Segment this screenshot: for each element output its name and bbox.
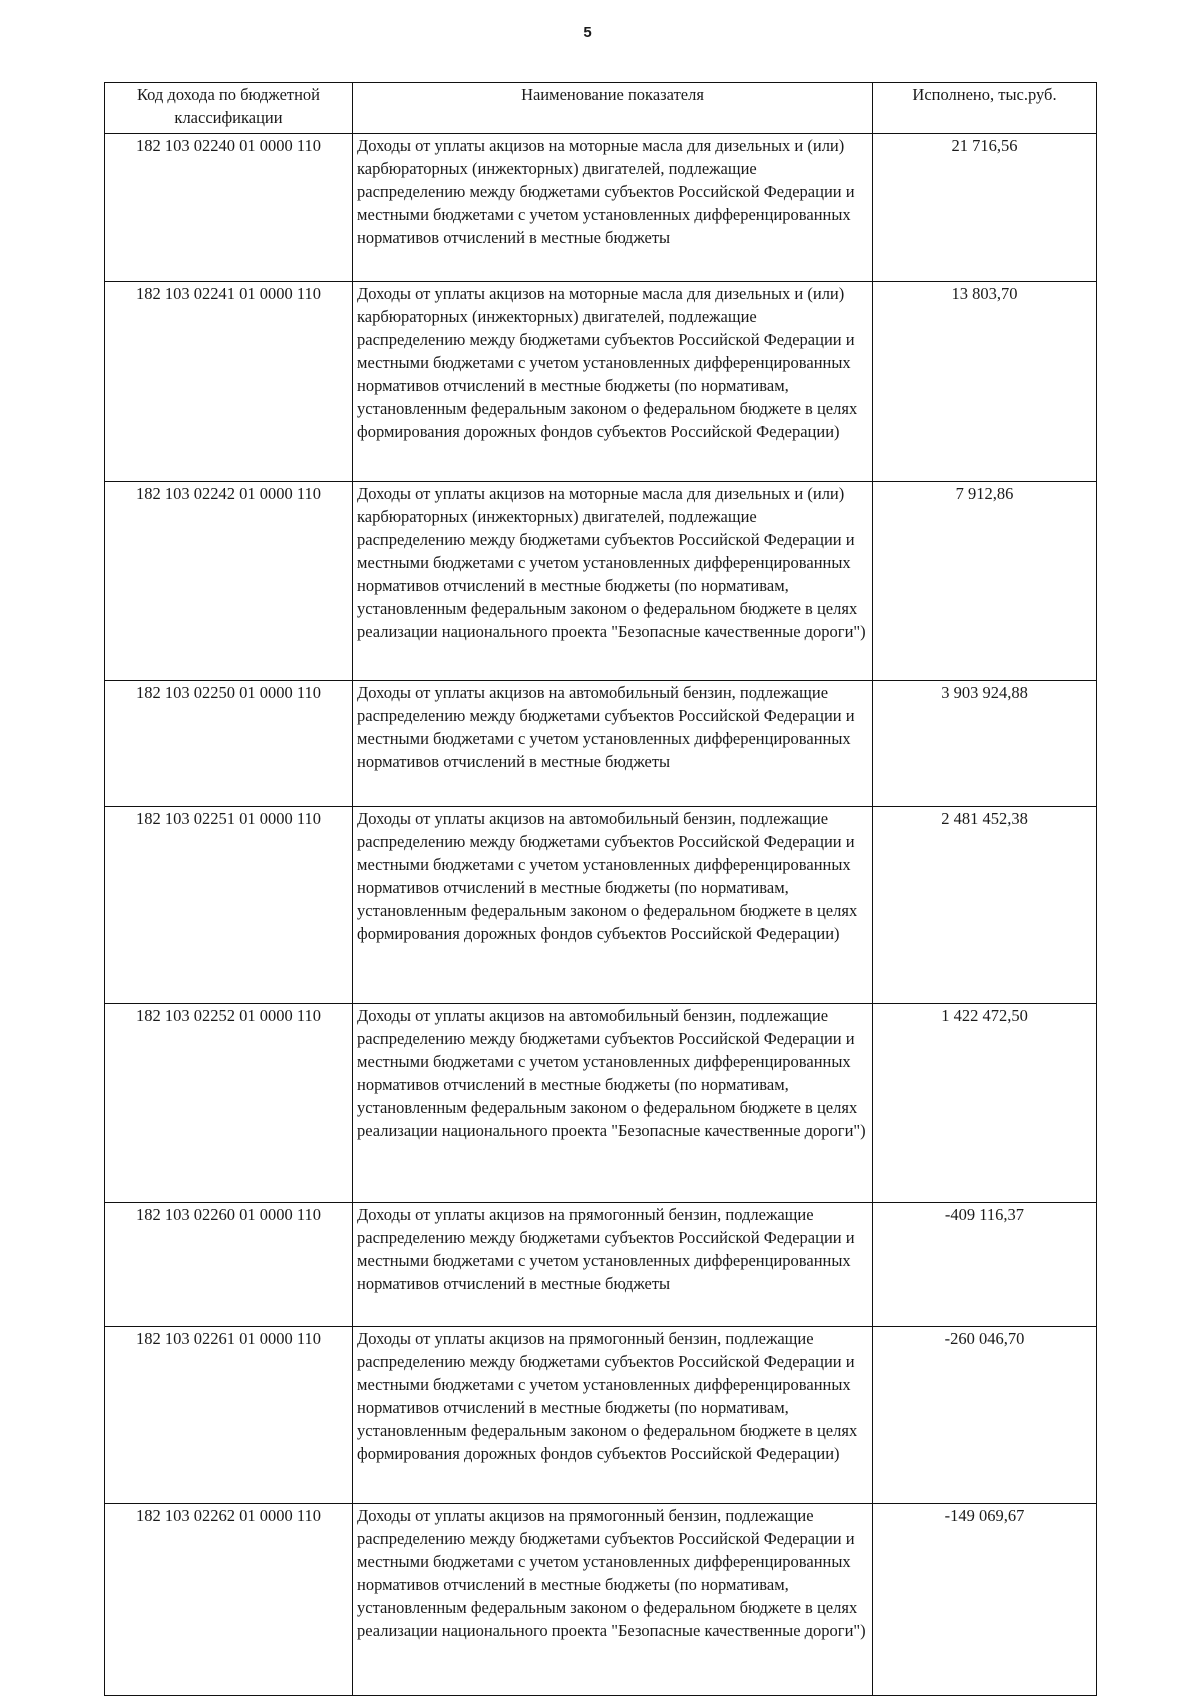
- revenue-code: 182 103 02261 01 0000 110: [105, 1327, 353, 1504]
- indicator-name: Доходы от уплаты акцизов на прямогонный бензин, подлежащие распределению между бюджетами субъектов Российской Федерации и местными бюджетами с учетом установленных дифференцированных нормативов отчислений в местные бюджеты (по нормативам, установленным федеральным законом о федеральном бюджете в целях реализации национального проекта "Безопасные качественные дороги"): [353, 1504, 873, 1696]
- table-row: [105, 482, 1097, 681]
- indicator-name: Доходы от уплаты акцизов на прямогонный бензин, подлежащие распределению между бюджетами субъектов Российской Федерации и местными бюджетами с учетом установленных дифференцированных нормативов отчислений в местные бюджеты: [353, 1203, 873, 1327]
- revenue-code: 182 103 02240 01 0000 110: [105, 134, 353, 282]
- table-header-row: [105, 83, 1097, 134]
- indicator-name: Доходы от уплаты акцизов на автомобильный бензин, подлежащие распределению между бюджетами субъектов Российской Федерации и местными бюджетами с учетом установленных дифференцированных нормативов отчислений в местные бюджеты (по нормативам, установленным федеральным законом о федеральном бюджете в целях реализации национального проекта "Безопасные качественные дороги"): [353, 1004, 873, 1203]
- indicator-name: Доходы от уплаты акцизов на прямогонный бензин, подлежащие распределению между бюджетами субъектов Российской Федерации и местными бюджетами с учетом установленных дифференцированных нормативов отчислений в местные бюджеты (по нормативам, установленным федеральным законом о федеральном бюджете в целях формирования дорожных фондов субъектов Российской Федерации): [353, 1327, 873, 1504]
- revenue-code: 182 103 02252 01 0000 110: [105, 1004, 353, 1203]
- executed-amount: -409 116,37: [873, 1203, 1097, 1327]
- table-row: [105, 1327, 1097, 1504]
- table-row: [105, 681, 1097, 807]
- indicator-name: Доходы от уплаты акцизов на моторные масла для дизельных и (или) карбюраторных (инжекторных) двигателей, подлежащие распределению между бюджетами субъектов Российской Федерации и местными бюджетами с учетом установленных дифференцированных нормативов отчислений в местные бюджеты (по нормативам, установленным федеральным законом о федеральном бюджете в целях формирования дорожных фондов субъектов Российской Федерации): [353, 282, 873, 482]
- indicator-name: Доходы от уплаты акцизов на автомобильный бензин, подлежащие распределению между бюджетами субъектов Российской Федерации и местными бюджетами с учетом установленных дифференцированных нормативов отчислений в местные бюджеты (по нормативам, установленным федеральным законом о федеральном бюджете в целях формирования дорожных фондов субъектов Российской Федерации): [353, 807, 873, 1004]
- table-row: [105, 1504, 1097, 1696]
- revenue-code: 182 103 02241 01 0000 110: [105, 282, 353, 482]
- table-row: [105, 1203, 1097, 1327]
- header-value: Исполнено, тыс.руб.: [873, 83, 1097, 134]
- table-row: [105, 282, 1097, 482]
- revenue-code: 182 103 02251 01 0000 110: [105, 807, 353, 1004]
- table-row: [105, 807, 1097, 1004]
- indicator-name: Доходы от уплаты акцизов на моторные масла для дизельных и (или) карбюраторных (инжекторных) двигателей, подлежащие распределению между бюджетами субъектов Российской Федерации и местными бюджетами с учетом установленных дифференцированных нормативов отчислений в местные бюджеты (по нормативам, установленным федеральным законом о федеральном бюджете в целях реализации национального проекта "Безопасные качественные дороги"): [353, 482, 873, 681]
- executed-amount: 2 481 452,38: [873, 807, 1097, 1004]
- executed-amount: 3 903 924,88: [873, 681, 1097, 807]
- indicator-name: Доходы от уплаты акцизов на моторные масла для дизельных и (или) карбюраторных (инжекторных) двигателей, подлежащие распределению между бюджетами субъектов Российской Федерации и местными бюджетами с учетом установленных дифференцированных нормативов отчислений в местные бюджеты: [353, 134, 873, 282]
- indicator-name: Доходы от уплаты акцизов на автомобильный бензин, подлежащие распределению между бюджетами субъектов Российской Федерации и местными бюджетами с учетом установленных дифференцированных нормативов отчислений в местные бюджеты: [353, 681, 873, 807]
- revenue-code: 182 103 02262 01 0000 110: [105, 1504, 353, 1696]
- revenue-code: 182 103 02260 01 0000 110: [105, 1203, 353, 1327]
- executed-amount: -260 046,70: [873, 1327, 1097, 1504]
- executed-amount: 1 422 472,50: [873, 1004, 1097, 1203]
- page-number: 5: [583, 24, 592, 41]
- header-code: Код дохода по бюджетной классификации: [105, 83, 353, 134]
- table-row: [105, 134, 1097, 282]
- header-name: Наименование показателя: [353, 83, 873, 134]
- executed-amount: 21 716,56: [873, 134, 1097, 282]
- revenue-code: 182 103 02250 01 0000 110: [105, 681, 353, 807]
- revenue-code: 182 103 02242 01 0000 110: [105, 482, 353, 681]
- revenue-table: [104, 82, 1097, 1696]
- executed-amount: -149 069,67: [873, 1504, 1097, 1696]
- table-row: [105, 1004, 1097, 1203]
- executed-amount: 13 803,70: [873, 282, 1097, 482]
- executed-amount: 7 912,86: [873, 482, 1097, 681]
